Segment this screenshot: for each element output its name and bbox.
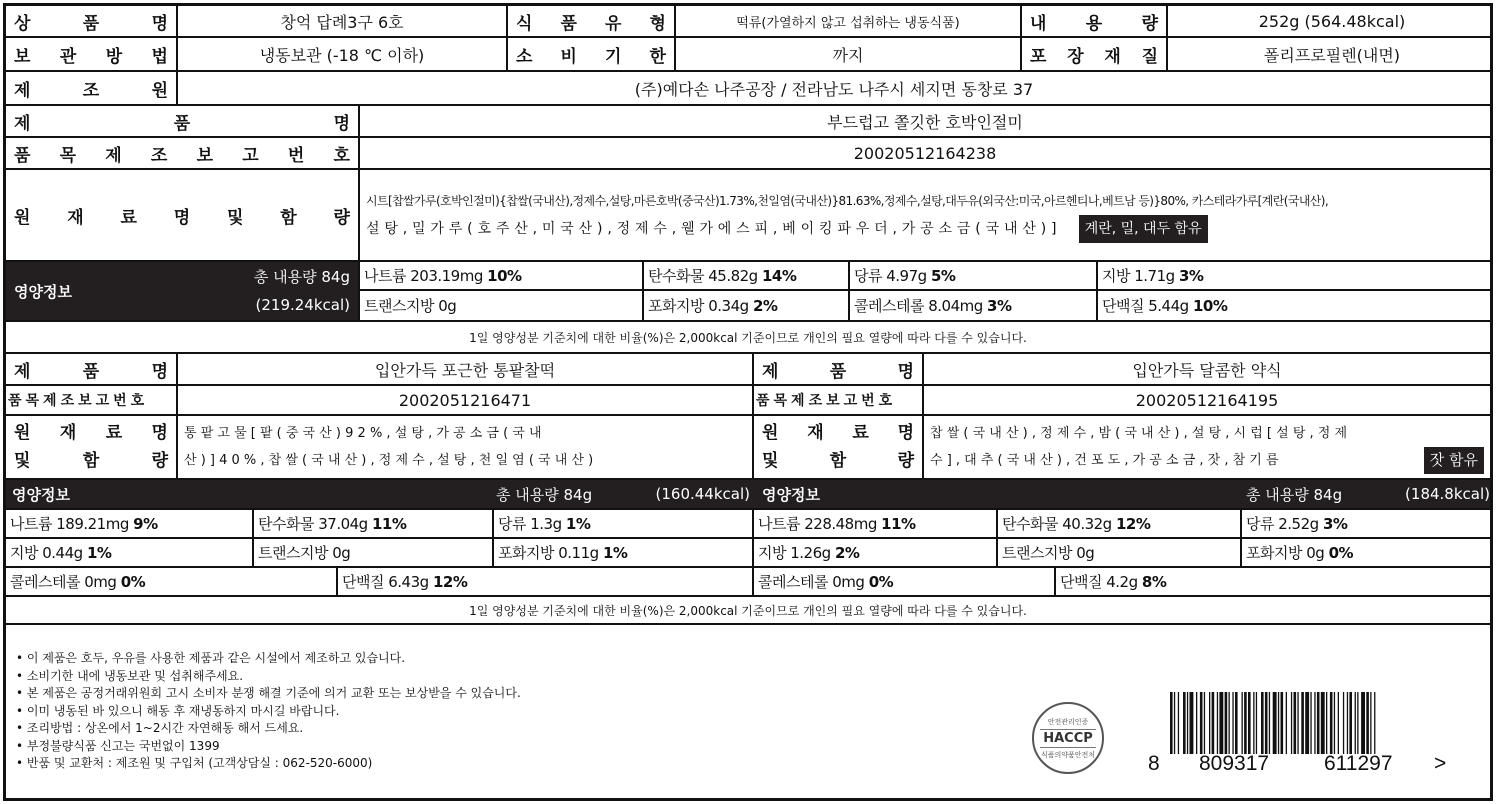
packaging-value: 폴리프로필렌(내면) [1166, 38, 1493, 70]
manufacturer-label: 제 조 원 [14, 80, 168, 101]
p2-total-kcal: (160.44kcal) [655, 485, 750, 503]
barcode-bar [1248, 692, 1251, 754]
barcode-bar [1286, 692, 1287, 754]
barcode-bar [1190, 692, 1194, 754]
barcode-bar [1321, 692, 1325, 754]
barcode-bar [1253, 692, 1254, 754]
barcode-bar [1294, 692, 1297, 754]
barcode-bar [1366, 692, 1369, 754]
p3-name-value: 입안가득 달콤한 약식 [922, 354, 1490, 384]
barcode-bar [1357, 692, 1358, 754]
barcode-bar [1261, 692, 1264, 754]
barcode-bar [1244, 692, 1247, 754]
barcode-bar [1273, 692, 1277, 754]
footnote-2: 1일 영양성분 기준치에 대한 비율(%)은 2,000kcal 기준이므로 개인의 필요 열량에 따라 다를 수 있습니다. [469, 603, 1027, 618]
barcode-bar [1174, 692, 1175, 754]
barcode-bar [1291, 692, 1292, 754]
p1-nutrient-carbs: 탄수화물 45.82g 14% [642, 262, 848, 289]
storage-label: 보 관 방 법 [14, 46, 168, 67]
p3-nutrition-label: 영양정보 [762, 485, 820, 504]
p2-total: 총 내용량 84g [496, 485, 593, 504]
p3-ingredients-value: 찹 쌀 ( 국 내 산 ) , 정 제 수 , 밤 ( 국 내 산 ) , 설 탕 , 시 럽 [ 설 탕 , 정 제 수 ] , 대 추 ( 국 내 산 ) , 건 포 도 , 가 공 소 금 , 잣 , 참 기 름 잣 함유 [922, 416, 1490, 478]
barcode-bar [1219, 692, 1223, 754]
p1-nutrient-satfat: 포화지방 0.34g 2% [642, 291, 848, 320]
p1-report-value: 20020512164238 [358, 138, 1490, 168]
row-footnote-2 [6, 597, 1490, 625]
barcode-bar [1196, 692, 1197, 754]
p3-allergy-badge: 잣 함유 [1424, 447, 1484, 474]
p3-report-label: 품목제조보고번호 [752, 386, 922, 414]
p1-allergy-badge: 계란, 밀, 대두 함유 [1079, 215, 1208, 243]
barcode-bar [1347, 692, 1348, 754]
row-p1-report [6, 138, 1490, 170]
barcode-digits-right: 611297 [1324, 752, 1393, 775]
p1-nutrition-label: 영양정보 [14, 282, 72, 301]
barcode-bar [1281, 692, 1284, 754]
barcode-digit-first: 8 [1148, 752, 1160, 775]
barcode-bar [1310, 692, 1311, 754]
storage-value: 냉동보관 (-18 ℃ 이하) [176, 38, 506, 70]
note-item: • 이미 냉동된 바 있으니 해동 후 재냉동하지 마시길 바랍니다. [16, 703, 521, 721]
barcode-bar [1326, 692, 1327, 754]
p1-ingredients-line2: 설 탕 , 밀 가 루 ( 호 주 산 , 미 국 산 ) , 정 제 수 , 웰 가 에 스 피 , 베 이 킹 파 우 더 , 가 공 소 금 ( 국 내 산 ) ] [366, 221, 1057, 237]
barcode-bar [1355, 692, 1356, 754]
content-value: 252g (564.48kcal) [1166, 6, 1493, 36]
p2-nutrition-label: 영양정보 [12, 485, 70, 504]
barcode-bar [1269, 692, 1270, 754]
content-label: 내 용 량 [1020, 6, 1166, 36]
barcode-bar [1187, 692, 1188, 754]
barcode-bar [1232, 692, 1233, 754]
barcode-bar [1330, 692, 1333, 754]
note-item: • 부정불량식품 신고는 국번없이 1399 [16, 738, 521, 756]
p1-nutrient-sugar: 당류 4.97g 5% [848, 262, 1096, 289]
p2-ingredients-label: 원 재 료 명 및 함 량 [14, 423, 168, 471]
row-p23-ingredients [6, 416, 1490, 480]
barcode-arrow: > [1434, 752, 1447, 775]
p1-nutrient-grid [358, 262, 1490, 320]
haccp-logo: 안전관리인증 HACCP 식품의약품안전처 [1032, 702, 1104, 774]
row-manufacturer [6, 72, 1490, 106]
product-name-label: 상 품 명 [14, 13, 168, 34]
p1-total-kcal: (219.24kcal) [255, 296, 350, 314]
row-product-name [6, 6, 1490, 38]
p3-total-kcal: (184.8kcal) [1405, 485, 1490, 503]
food-type-value: 떡류(가열하지 않고 섭취하는 냉동식품) [674, 6, 1020, 36]
row-storage [6, 38, 1490, 72]
barcode-bar [1343, 692, 1344, 754]
p2-name-label: 제 품 명 [14, 361, 168, 382]
row-p1-ingredients [6, 170, 1490, 262]
barcode-bar [1200, 692, 1203, 754]
row-p23-nutrition-header [6, 480, 1490, 510]
barcode-bar [1301, 692, 1304, 754]
barcode [1166, 692, 1431, 754]
note-item: • 본 제품은 공정거래위원회 고시 소비자 분쟁 해결 기준에 의거 교환 또는 보상받을 수 있습니다. [16, 685, 521, 703]
p2-report-value: 2002051216471 [176, 386, 752, 414]
barcode-bar [1334, 692, 1335, 754]
footnote-1: 1일 영양성분 기준치에 대한 비율(%)은 2,000kcal 기준이므로 개인의 필요 열량에 따라 다를 수 있습니다. [469, 330, 1027, 345]
row-p23-report [6, 386, 1490, 416]
barcode-bar [1225, 692, 1228, 754]
notes-list [16, 650, 521, 773]
row-p1-name [6, 106, 1490, 138]
p2-ingredients-value: 통 팥 고 물 [ 팥 ( 중 국 산 ) 9 2 % , 설 탕 , 가 공 소 금 ( 국 내 산 ) ] 4 0 % , 찹 쌀 ( 국 내 산 ) , 정 제 수 , 설 탕 , 천 일 염 ( 국 내 산 ) [176, 416, 752, 478]
barcode-bar [1204, 692, 1205, 754]
p1-nutrition [6, 262, 1490, 322]
product-name-value: 창억 답례3구 6호 [176, 6, 506, 36]
barcode-bar [1217, 692, 1218, 754]
note-item: • 조리방법 : 상온에서 1~2시간 자연해동 해서 드세요. [16, 720, 521, 738]
p1-name-value: 부드럽고 쫄깃한 호박인절미 [358, 106, 1490, 136]
p1-ingredients-line1: 시트[찹쌀가루(호박인절미){찹쌀(국내산),정제수,설탕,마른호박(중국산)1.73%,천일염(국내산)}81.63%,정제수,설탕,대두유(외국산:미국,아르헨티나,베트남 등)}80%, 카스테라가루[계란(국내산), [366, 194, 1329, 208]
barcode-digits-left: 809317 [1199, 752, 1270, 775]
p2-report-label: 품목제조보고번호 [8, 393, 149, 409]
p1-nutrient-sodium: 나트륨 203.19mg 10% [364, 266, 522, 285]
p3-total: 총 내용량 84g [1246, 485, 1343, 504]
barcode-bar [1317, 692, 1320, 754]
barcode-bar [1256, 692, 1257, 754]
barcode-bar [1374, 692, 1375, 754]
row-footnote-1 [6, 322, 1490, 354]
row-p23-name [6, 354, 1490, 386]
expiry-label: 소 비 기 한 [506, 38, 674, 70]
barcode-bar [1338, 692, 1339, 754]
row-p23-nutrients-3: 콜레스테롤 0mg 0% 단백질 6.43g 12% 콜레스테롤 0mg 0% 단백질 4.2g 8% [6, 568, 1490, 597]
barcode-bar [1242, 692, 1243, 754]
food-type-label: 식 품 유 형 [506, 6, 674, 36]
row-p23-nutrients-1: 나트륨 189.21mg 9% 탄수화물 37.04g 11% 당류 1.3g 1% 나트륨 228.48mg 11% 탄수화물 40.32g 12% 당류 2.52g 3% [6, 510, 1490, 539]
barcode-bar [1265, 692, 1268, 754]
packaging-label: 포 장 재 질 [1020, 38, 1166, 70]
barcode-bar [1314, 692, 1315, 754]
p1-nutrition-header [6, 262, 358, 320]
p1-nutrient-fat: 지방 1.71g 3% [1096, 262, 1490, 289]
barcode-bar [1349, 692, 1352, 754]
p1-total: 총 내용량 84g [253, 268, 350, 286]
row-p23-nutrients-2: 지방 0.44g 1% 트랜스지방 0g 포화지방 0.11g 1% 지방 1.26g 2% 트랜스지방 0g 포화지방 0g 0% [6, 539, 1490, 568]
note-item: • 이 제품은 호두, 우유를 사용한 제품과 같은 시설에서 제조하고 있습니다. [16, 650, 521, 668]
p3-report-value: 20020512164195 [922, 386, 1490, 414]
p2-name-value: 입안가득 포근한 통팥찰떡 [176, 354, 752, 384]
barcode-bar [1305, 692, 1309, 754]
barcode-bar [1212, 692, 1215, 754]
barcode-bar [1370, 692, 1371, 754]
manufacturer-value: (주)예다손 나주공장 / 전라남도 나주시 세지면 동창로 37 [176, 72, 1490, 104]
p1-name-label: 제 품 명 [14, 113, 350, 134]
p1-ingredients-label: 원 재 료 명 및 함 량 [14, 207, 350, 228]
barcode-bar [1361, 692, 1365, 754]
p1-nutrient-transfat: 트랜스지방 0g [364, 297, 457, 315]
p1-report-label: 품 목 제 조 보 고 번 호 [14, 145, 350, 166]
barcode-bar [1235, 692, 1238, 754]
p1-nutrient-cholesterol: 콜레스테롤 8.04mg 3% [848, 291, 1096, 320]
p1-ingredients-value [358, 170, 1490, 260]
barcode-bar [1209, 692, 1210, 754]
expiry-value: 까지 [674, 38, 1020, 70]
note-item: • 소비기한 내에 냉동보관 및 섭취해주세요. [16, 668, 521, 686]
barcode-bar [1229, 692, 1230, 754]
barcode-bar [1178, 692, 1179, 754]
barcode-bar [1278, 692, 1279, 754]
p3-ingredients-label: 원 재 료 명 및 함 량 [752, 416, 922, 478]
p3-name-label: 제 품 명 [752, 354, 922, 384]
food-label [3, 3, 1493, 801]
note-item: • 반품 및 교환처 : 제조원 및 구입처 (고객상담실 : 062-520-6000) [16, 755, 521, 773]
barcode-bar [1183, 692, 1186, 754]
barcode-bar [1170, 692, 1173, 754]
barcode-bar [1297, 692, 1298, 754]
p1-nutrient-protein: 단백질 5.44g 10% [1096, 291, 1490, 320]
